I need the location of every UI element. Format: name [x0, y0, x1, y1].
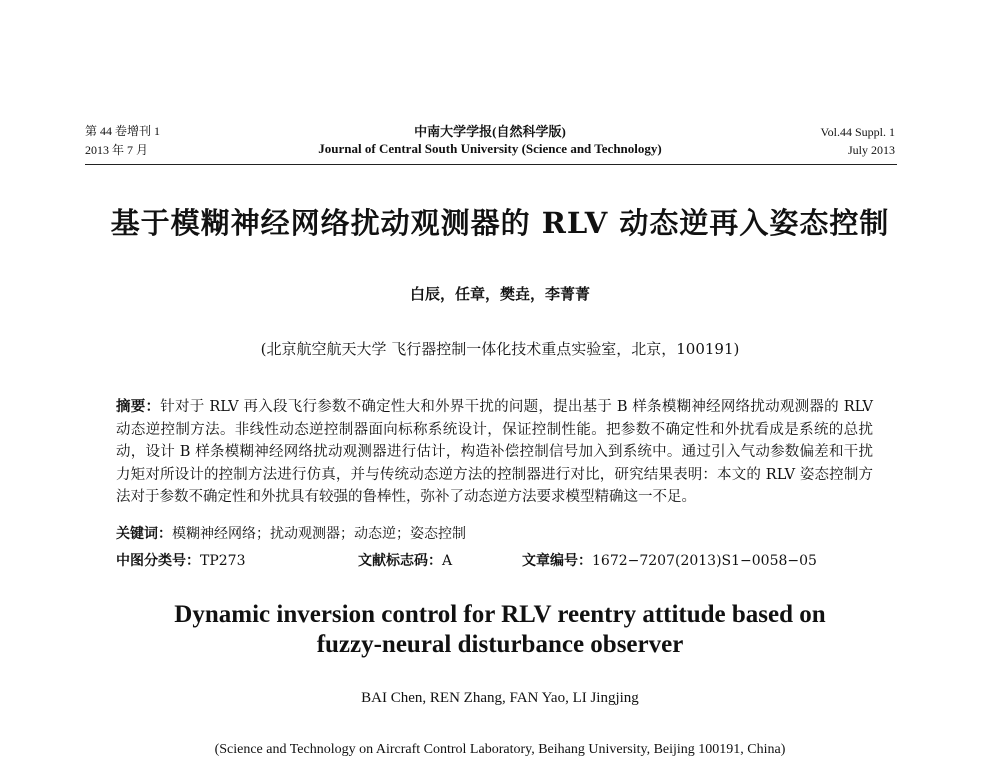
title-en: [0, 600, 1000, 660]
article-number-label: 文章编号：: [522, 553, 592, 569]
date-cn: 2013 年 7 月: [85, 143, 149, 157]
authors-cn: 白辰，任章，樊垚，李菁菁: [409, 285, 590, 303]
title-en-line2: fuzzy-neural disturbance observer: [316, 631, 684, 658]
clc-number: [116, 550, 245, 570]
doc-code-value: A: [442, 553, 453, 569]
document-code: [358, 550, 452, 570]
abstract-text: 针对于 RLV 再入段飞行参数不确定性大和外界干扰的问题，提出基于 B 样条模糊神经网络扰动观测器的 RLV 动态逆控制方法。非线性动态逆控制器面向标称系统设计，保证控制性能。把参数不确定性和外扰看成是系统的总扰动，设计 B 样条模糊神经网络扰动观测器进行估计，构造补偿控制信号加入到系统中。通过引入气动参数偏差和干扰力矩对所设计的控制方法进行仿真，并与传统动态逆方法的控制器进行对比，研究结果表明：本文的 RLV 姿态控制方法对于参数不确定性和外扰具有较强的鲁棒性，弥补了动态逆方法要求模型精确这一不足。: [116, 399, 873, 505]
abstract: [116, 396, 873, 509]
keywords: [116, 523, 466, 543]
date-en: July 2013: [847, 143, 895, 157]
volume-cn: 第 44 卷增刊 1: [85, 124, 161, 138]
affiliation-cn: (北京航空航天大学 飞行器控制一体化技术重点实验室，北京，100191): [260, 340, 740, 358]
abstract-label: 摘要：: [116, 398, 161, 415]
keywords-text: 模糊神经网络；扰动观测器；动态逆；姿态控制: [172, 526, 466, 542]
title-en-line1: Dynamic inversion control for RLV reentry attitude based on: [174, 601, 826, 628]
journal-name-en: Journal of Central South University (Science and Technology): [318, 141, 662, 156]
keywords-label: 关键词：: [116, 526, 172, 542]
journal-name-cn: 中南大学学报(自然科学版): [414, 124, 566, 139]
header-rule: [85, 164, 897, 165]
clc-label: 中图分类号：: [116, 553, 200, 569]
volume-en: Vol.44 Suppl. 1: [820, 125, 895, 139]
doc-code-label: 文献标志码：: [358, 553, 442, 569]
authors-en: BAI Chen, REN Zhang, FAN Yao, LI Jingjing: [361, 690, 639, 706]
affiliation-en: (Science and Technology on Aircraft Control Laboratory, Beihang University, Beijing 100191, China): [214, 742, 786, 757]
article-number-value: 1672−7207(2013)S1−0058−05: [592, 553, 817, 569]
title-cn: 基于模糊神经网络扰动观测器的 RLV 动态逆再入姿态控制: [110, 206, 890, 240]
clc-value: TP273: [200, 553, 246, 569]
article-number: [522, 550, 817, 570]
